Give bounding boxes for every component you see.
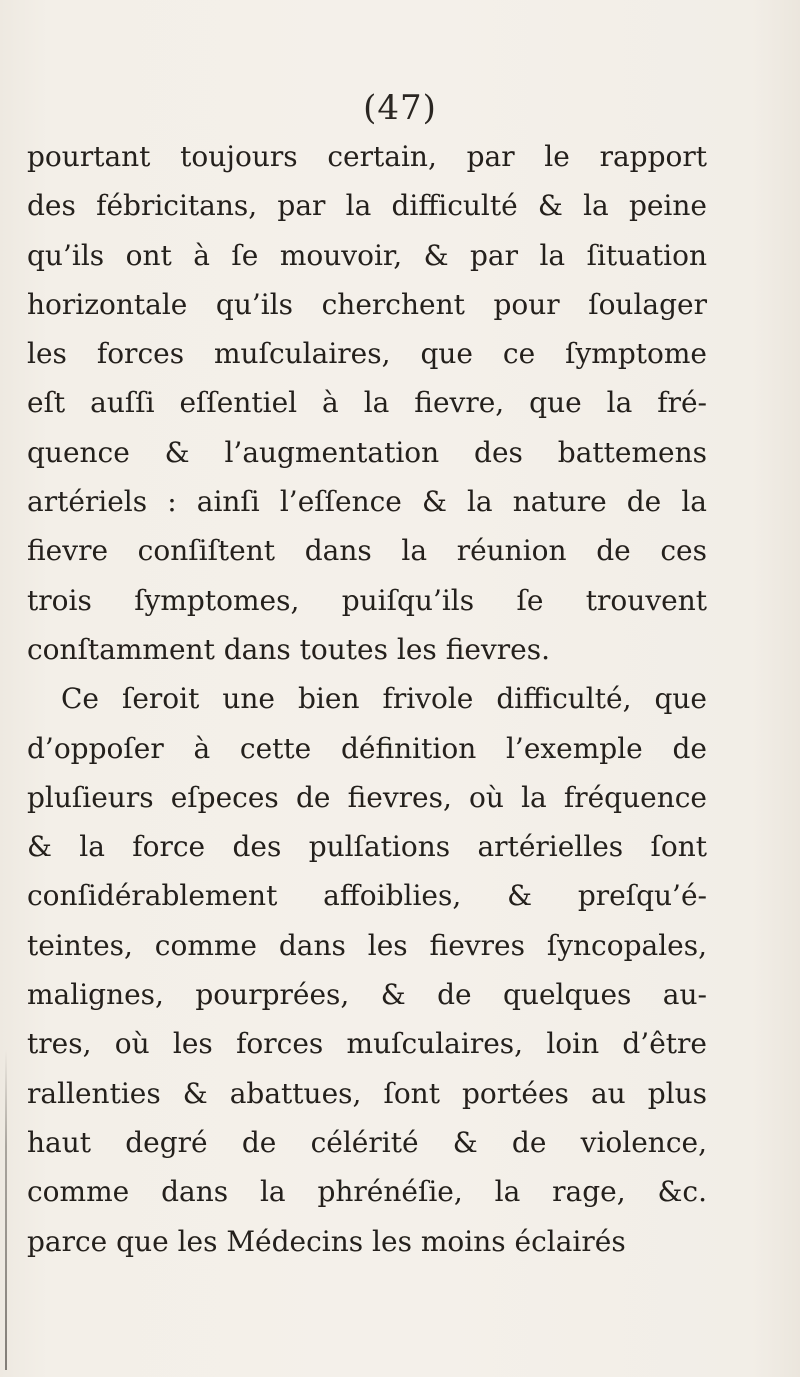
text-line: eſt auſſi eſſentiel à la fievre, que la fré- (27, 386, 707, 420)
text-line: les forces muſculaires, que ce ſymptome (27, 337, 707, 371)
body-text (27, 132, 707, 1266)
text-line: parce que les Médecins les moins éclairés (27, 1224, 626, 1258)
text-line: fievre conſiſtent dans la réunion de ces (27, 534, 707, 568)
text-line: trois ſymptomes, puiſqu’ils ſe trouvent (27, 583, 707, 617)
text-line: pluſieurs eſpeces de fievres, où la fréquence (27, 780, 707, 814)
text-line: des fébricitans, par la difficulté & la peine (27, 189, 707, 223)
text-line: malignes, pourprées, & de quelques au- (27, 978, 707, 1012)
text-line: artériels : ainſi l’eſſence & la nature de la (27, 485, 707, 519)
text-line: teintes, comme dans les fievres ſyncopales, (27, 928, 707, 962)
text-line: & la force des pulſations artérielles ſont (27, 830, 707, 864)
text-line: quence & l’augmentation des battemens (27, 435, 707, 469)
text-line: tres, où les forces muſculaires, loin d’être (27, 1027, 707, 1061)
text-line: rallenties & abattues, ſont portées au plus (27, 1076, 707, 1110)
page-edge-shadow (5, 1050, 7, 1370)
text-line: haut degré de célérité & de violence, (27, 1125, 707, 1159)
text-line: horizontale qu’ils cherchent pour ſoulager (27, 287, 707, 321)
paragraph-start-line: Ce ſeroit une bien frivole difficulté, que (61, 682, 707, 716)
text-line: qu’ils ont à ſe mouvoir, & par la ſituation (27, 238, 707, 272)
text-line: d’oppoſer à cette définition l’exemple de (27, 731, 707, 765)
page-number: (47) (363, 88, 437, 128)
text-line: conſtamment dans toutes les fievres. (27, 632, 550, 666)
text-line: pourtant toujours certain, par le rapport (27, 140, 707, 173)
text-line: comme dans la phrénéſie, la rage, &c. (27, 1175, 707, 1209)
text-line: conſidérablement affoiblies, & preſqu’é- (27, 879, 707, 913)
